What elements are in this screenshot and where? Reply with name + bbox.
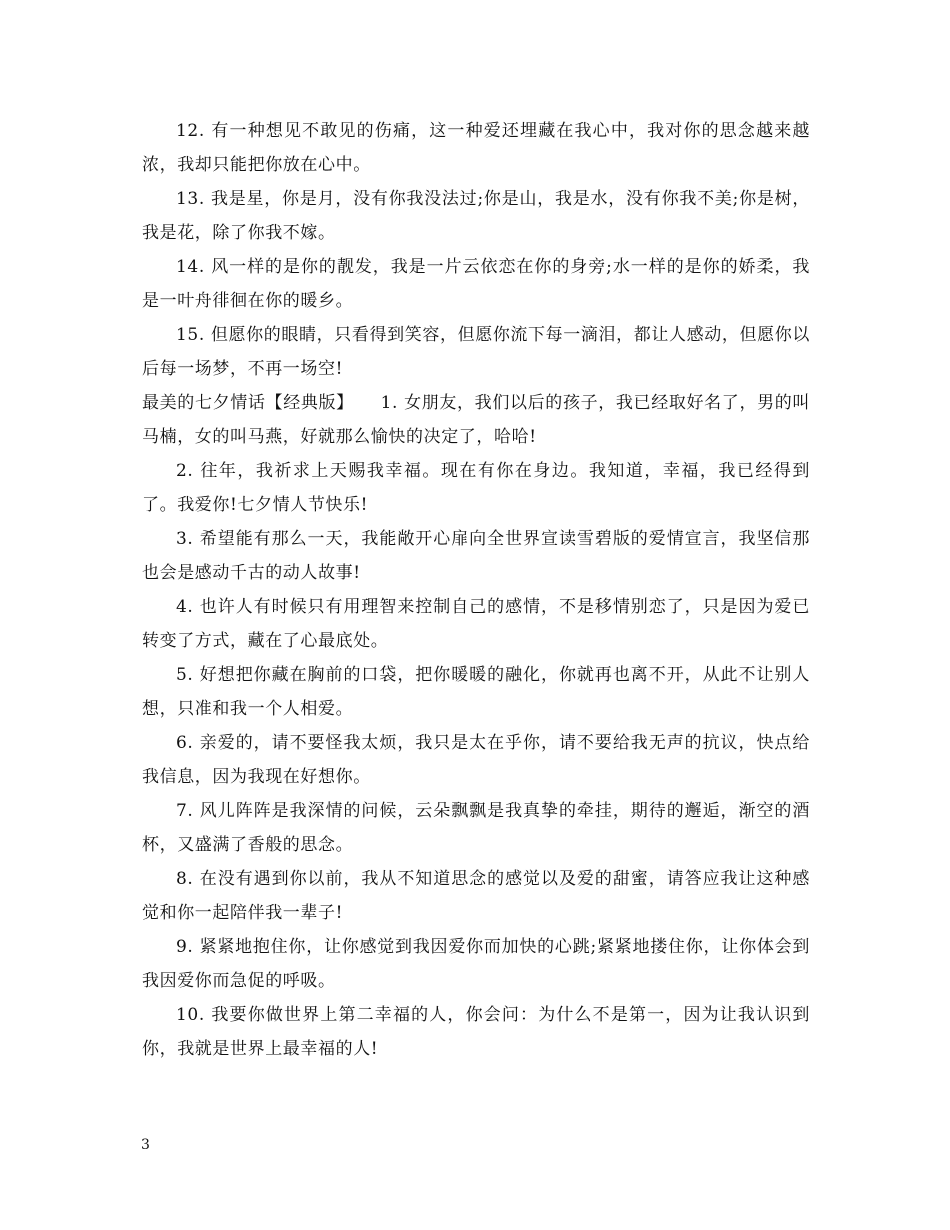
paragraph-7: 7. 风儿阵阵是我深情的问候，云朵飘飘是我真挚的牵挂，期待的邂逅，渐空的酒杯，又盛满了香般的思念。 [142,801,810,855]
page-number: 3 [141,1137,150,1153]
paragraph-10: 10. 我要你做世界上第二幸福的人，你会问：为什么不是第一，因为让我认识到你，我就是世界上最幸福的人! [142,1005,810,1059]
paragraph-3: 3. 希望能有那么一天，我能敞开心扉向全世界宣读雪碧版的爱情宣言，我坚信那也会是感动千古的动人故事! [142,529,810,583]
section-heading-paragraph: 最美的七夕情话【经典版】 1. 女朋友，我们以后的孩子，我已经取好名了，男的叫马楠，女的叫马燕，好就那么愉快的决定了，哈哈! [142,393,810,447]
paragraph-13: 13. 我是星，你是月，没有你我没法过;你是山，我是水，没有你我不美;你是树，我是花，除了你我不嫁。 [142,189,810,243]
paragraph-15: 15. 但愿你的眼睛，只看得到笑容，但愿你流下每一滴泪，都让人感动，但愿你以后每一场梦，不再一场空! [142,325,810,379]
paragraph-2: 2. 往年，我祈求上天赐我幸福。现在有你在身边。我知道，幸福，我已经得到了。我爱你!七夕情人节快乐! [142,461,810,515]
paragraph-12: 12. 有一种想见不敢见的伤痛，这一种爱还埋藏在我心中，我对你的思念越来越浓，我却只能把你放在心中。 [142,121,810,175]
document-body [142,114,810,1066]
paragraph-9: 9. 紧紧地抱住你，让你感觉到我因爱你而加快的心跳;紧紧地搂住你，让你体会到我因爱你而急促的呼吸。 [142,937,810,991]
paragraph-4: 4. 也许人有时候只有用理智来控制自己的感情，不是移情别恋了，只是因为爱已转变了方式，藏在了心最底处。 [142,597,810,651]
paragraph-8: 8. 在没有遇到你以前，我从不知道思念的感觉以及爱的甜蜜，请答应我让这种感觉和你一起陪伴我一辈子! [142,869,810,923]
paragraph-14: 14. 风一样的是你的靓发，我是一片云依恋在你的身旁;水一样的是你的娇柔，我是一叶舟徘徊在你的暖乡。 [142,257,810,311]
paragraph-6: 6. 亲爱的，请不要怪我太烦，我只是太在乎你，请不要给我无声的抗议，快点给我信息，因为我现在好想你。 [142,733,810,787]
paragraph-5: 5. 好想把你藏在胸前的口袋，把你暖暖的融化，你就再也离不开，从此不让别人想，只准和我一个人相爱。 [142,665,810,719]
